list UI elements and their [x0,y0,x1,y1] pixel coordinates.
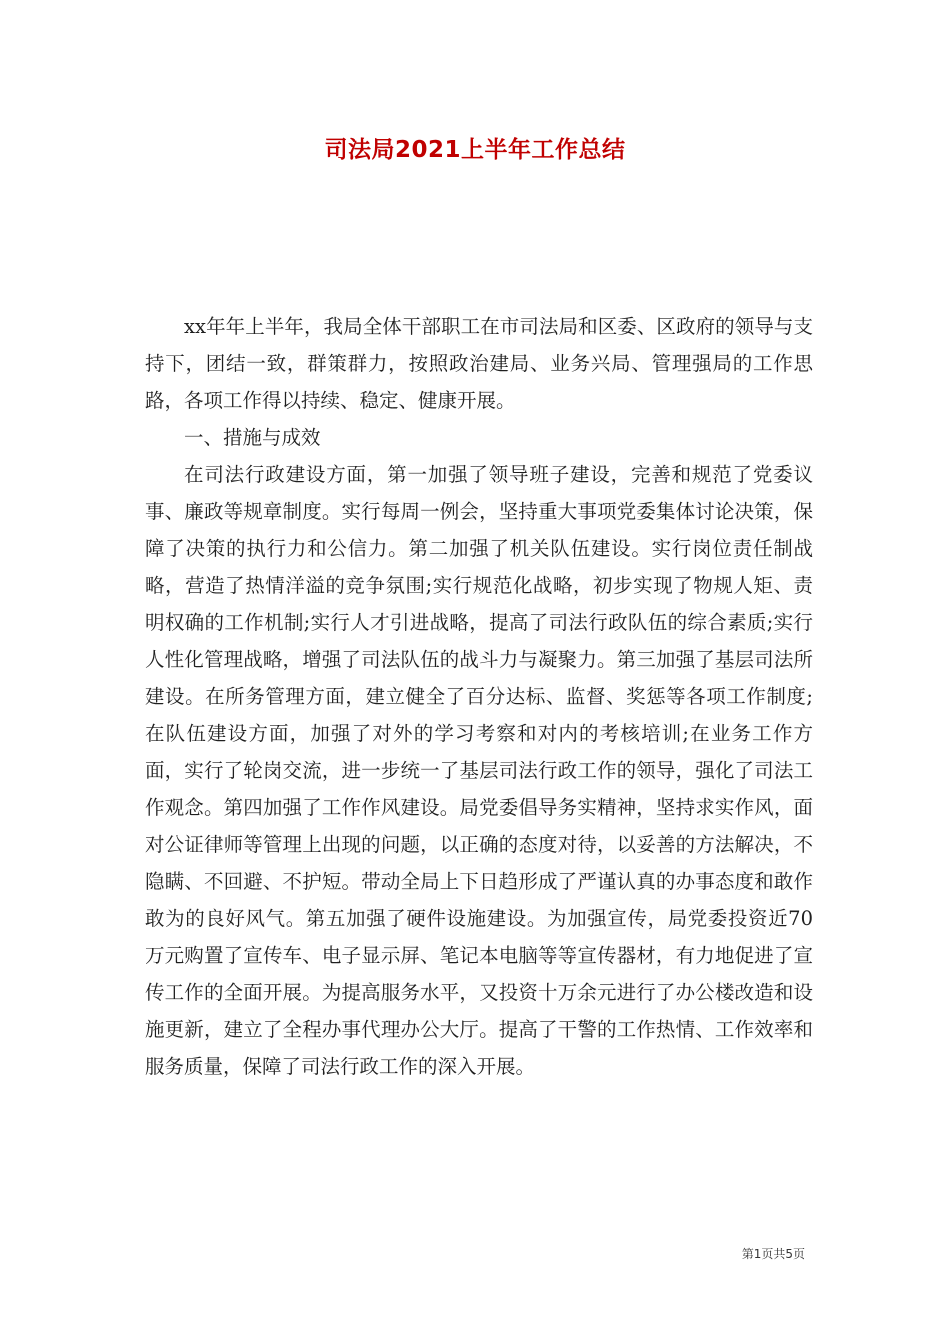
paragraph-intro: xx年年上半年，我局全体干部职工在市司法局和区委、区政府的领导与支持下，团结一致，群策群力，按照政治建局、业务兴局、管理强局的工作思路，各项工作得以持续、稳定、健康开展。 [145,315,813,412]
document-body [145,308,813,1085]
document-title: 司法局2021上半年工作总结 [324,137,626,163]
paragraph-measures: 在司法行政建设方面，第一加强了领导班子建设，完善和规范了党委议事、廉政等规章制度。实行每周一例会，坚持重大事项党委集体讨论决策，保障了决策的执行力和公信力。第二加强了机关队伍建设。实行岗位责任制战略，营造了热情洋溢的竞争氛围;实行规范化战略，初步实现了物规人矩、责明权确的工作机制;实行人才引进战略，提高了司法行政队伍的综合素质;实行人性化管理战略，增强了司法队伍的战斗力与凝聚力。第三加强了基层司法所建设。在所务管理方面，建立健全了百分达标、监督、奖惩等各项工作制度;在队伍建设方面，加强了对外的学习考察和对内的考核培训;在业务工作方面，实行了轮岗交流，进一步统一了基层司法行政工作的领导，强化了司法工作观念。第四加强了工作作风建设。局党委倡导务实精神，坚持求实作风，面对公证律师等管理上出现的问题，以正确的态度对待，以妥善的方法解决，不隐瞒、不回避、不护短。带动全局上下日趋形成了严谨认真的办事态度和敢作敢为的良好风气。第五加强了硬件设施建设。为加强宣传，局党委投资近70万元购置了宣传车、电子显示屏、笔记本电脑等等宣传器材，有力地促进了宣传工作的全面开展。为提高服务水平，又投资十万余元进行了办公楼改造和设施更新，建立了全程办事代理办公大厅。提高了干警的工作热情、工作效率和服务质量，保障了司法行政工作的深入开展。 [145,463,813,1078]
page-number: 第1页共5页 [741,1247,805,1261]
section-heading: 一、措施与成效 [184,426,321,449]
